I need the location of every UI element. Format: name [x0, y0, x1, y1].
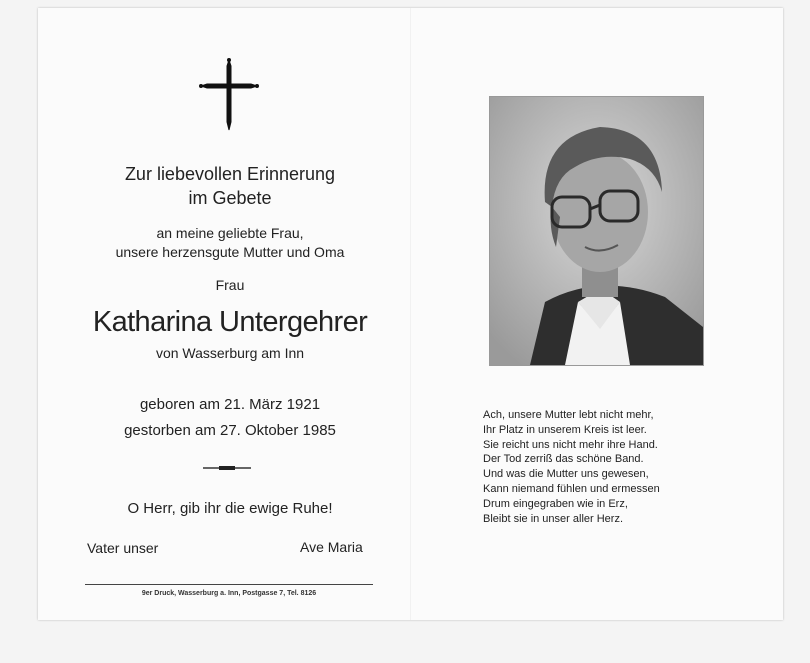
birth-date: geboren am 21. März 1921	[139, 396, 321, 413]
ornament-divider	[203, 467, 251, 469]
poem-line: Und was die Mutter uns gewesen,	[483, 468, 649, 481]
poem-line: Drum eingegraben wie in Erz,	[483, 497, 628, 510]
heading-line-1: Zur liebevollen Erinnerung	[124, 164, 336, 184]
title-word: Frau	[215, 277, 245, 293]
divider-dot	[219, 466, 235, 470]
prayer-ave-maria: Ave Maria	[300, 539, 363, 555]
origin: von Wasserburg am Inn	[155, 345, 305, 361]
poem	[483, 408, 660, 526]
prayer-line: O Herr, gib ihr die ewige Ruhe!	[127, 500, 333, 517]
dedication-line-1: an meine geliebte Frau,	[156, 225, 304, 241]
printer-imprint: 9er Druck, Wasserburg a. Inn, Postgasse 7, Tel. 8126	[141, 590, 317, 597]
cross-icon	[197, 56, 261, 134]
footer-rule	[85, 584, 373, 585]
card-fold	[410, 8, 411, 620]
poem-line: Ach, unsere Mutter lebt nicht mehr,	[483, 409, 654, 421]
poem-line: Kann niemand fühlen und ermessen	[483, 482, 660, 495]
poem-line: Ihr Platz in unserem Kreis ist leer.	[483, 423, 647, 436]
poem-line: Sie reicht uns nicht mehr ihre Hand.	[483, 438, 658, 451]
prayer-vater-unser: Vater unser	[87, 540, 159, 556]
poem-line: Der Tod zerriß das schöne Band.	[483, 453, 644, 466]
deceased-name: Katharina Untergehrer	[92, 306, 368, 338]
portrait-image	[490, 97, 703, 365]
poem-line: Bleibt sie in unser aller Herz.	[483, 512, 624, 525]
dedication-line-2: unsere herzensgute Mutter und Oma	[115, 244, 345, 260]
death-date: gestorben am 27. Oktober 1985	[124, 422, 336, 439]
portrait-photo	[489, 96, 704, 366]
heading-line-2: im Gebete	[188, 188, 272, 208]
